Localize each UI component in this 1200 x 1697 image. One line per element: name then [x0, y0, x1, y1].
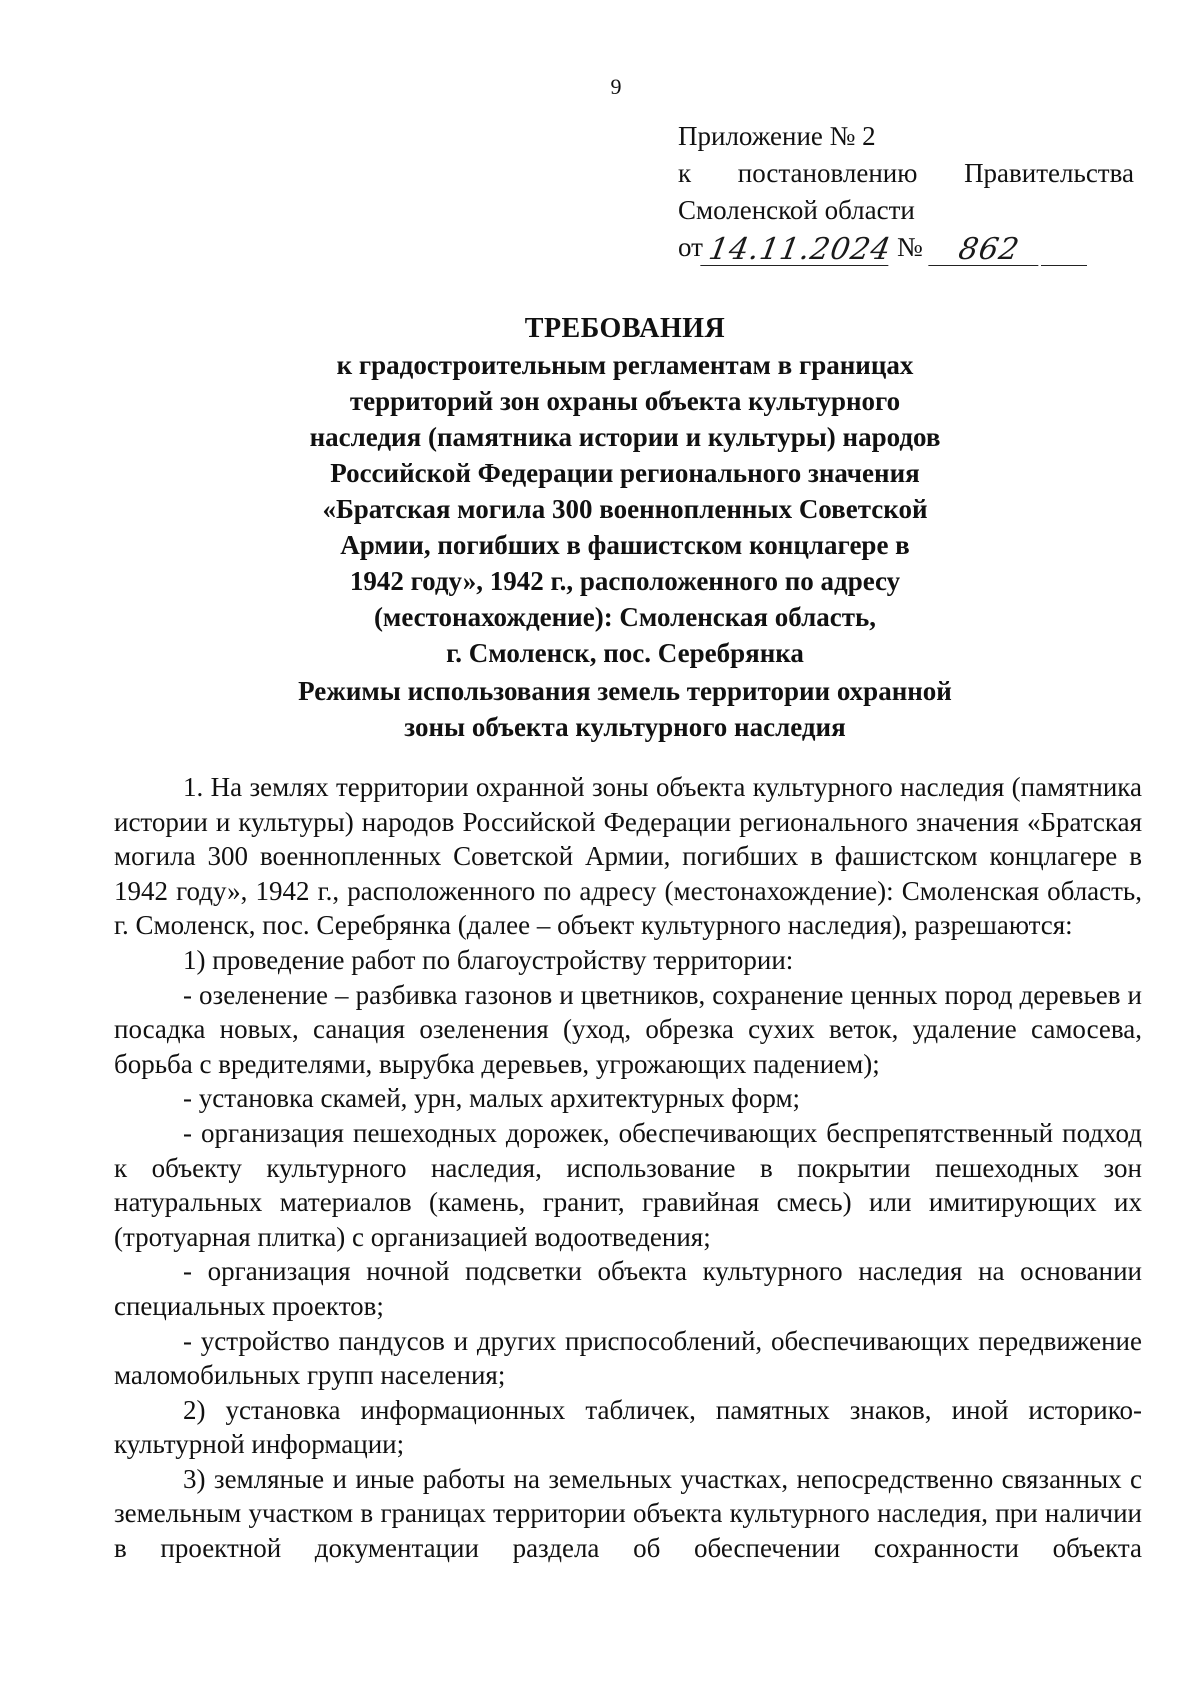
- title-heading: ТРЕБОВАНИЯ: [524, 313, 726, 344]
- section-heading-line: Режимы использования земель территории охранной: [298, 676, 952, 706]
- title-line: 1942 году», 1942 г., расположенного по адресу: [349, 566, 901, 596]
- appendix-title: Приложение № 2: [678, 121, 876, 151]
- paragraph: - организация ночной подсветки объекта культурного наследия на основании специальных проектов;: [114, 1256, 1142, 1321]
- appendix-date-number-line: [678, 229, 1138, 266]
- title-line: «Братская могила 300 военнопленных Советской: [322, 494, 928, 524]
- paragraph: - установка скамей, урн, малых архитектурных форм;: [183, 1083, 801, 1114]
- date-prefix: от: [678, 232, 703, 262]
- number-underline: [1041, 235, 1087, 266]
- handwritten-date: 14.11.2024: [700, 235, 893, 266]
- title-line: наследия (памятника истории и культуры) народов: [309, 422, 941, 452]
- appendix-word-decree: постановлению: [737, 158, 918, 188]
- paragraph: - озеленение – разбивка газонов и цветников, сохранение ценных пород деревьев и посадка новых, санация озеленения (уход, обрезка сухих веток, удаление самосева, борьба с вредителями, вырубка деревьев, угрожающих падением);: [114, 979, 1142, 1079]
- title-line: к градостроительным регламентам в границах: [336, 350, 914, 380]
- paragraph: 1) проведение работ по благоустройству территории:: [183, 944, 794, 975]
- paragraph: 3) земляные и иные работы на земельных участках, непосредственно связанных с земельным участком в границах территории объекта культурного наследия, при наличии в проектной документации раздела об обеспечении сохранности объекта: [114, 1463, 1142, 1564]
- appendix-word-k: к: [678, 158, 692, 188]
- document-body: [114, 770, 1142, 1566]
- section-heading-line: зоны объекта культурного наследия: [404, 712, 846, 742]
- title-line: (местонахождение): Смоленская область,: [373, 602, 877, 632]
- paragraph: 2) установка информационных табличек, памятных знаков, иной историко-культурной информации;: [114, 1394, 1142, 1460]
- appendix-decree-line: [678, 155, 1134, 192]
- title-line: г. Смоленск, пос. Серебрянка: [446, 638, 804, 668]
- paragraph: - организация пешеходных дорожек, обеспечивающих беспрепятственный подход к объекту культурного наследия, использование в покрытии пешеходных зон натуральных материалов (камень, гранит, гравийная смесь) или имитирующих их (тротуарная плитка) с организацией водоотведения;: [114, 1117, 1142, 1252]
- appendix-header: [678, 118, 1138, 266]
- number-label: №: [896, 232, 923, 262]
- appendix-word-government: Правительства: [964, 158, 1134, 188]
- section-heading: [110, 673, 1140, 745]
- paragraph: - устройство пандусов и других приспособлений, обеспечивающих передвижение маломобильных групп населения;: [114, 1325, 1142, 1391]
- page-number: 9: [610, 74, 622, 99]
- document-title: [110, 311, 1140, 671]
- title-line: Российской Федерации регионального значения: [330, 458, 920, 488]
- title-line: Армии, погибших в фашистском концлагере в: [340, 530, 910, 560]
- paragraph: 1. На землях территории охранной зоны объекта культурного наследия (памятника истории и культуры) народов Российской Федерации регионального значения «Братская могила 300 военнопленных Советской Армии, погибших в фашистском концлагере в 1942 году», 1942 г., расположенного по адресу (местонахождение): Смоленская область, г. Смоленск, пос. Серебрянка (далее – объект культурного наследия), разрешаются:: [114, 772, 1142, 941]
- handwritten-number: 862: [928, 235, 1043, 266]
- appendix-region: Смоленской области: [678, 195, 915, 225]
- title-line: территорий зон охраны объекта культурного: [349, 386, 901, 416]
